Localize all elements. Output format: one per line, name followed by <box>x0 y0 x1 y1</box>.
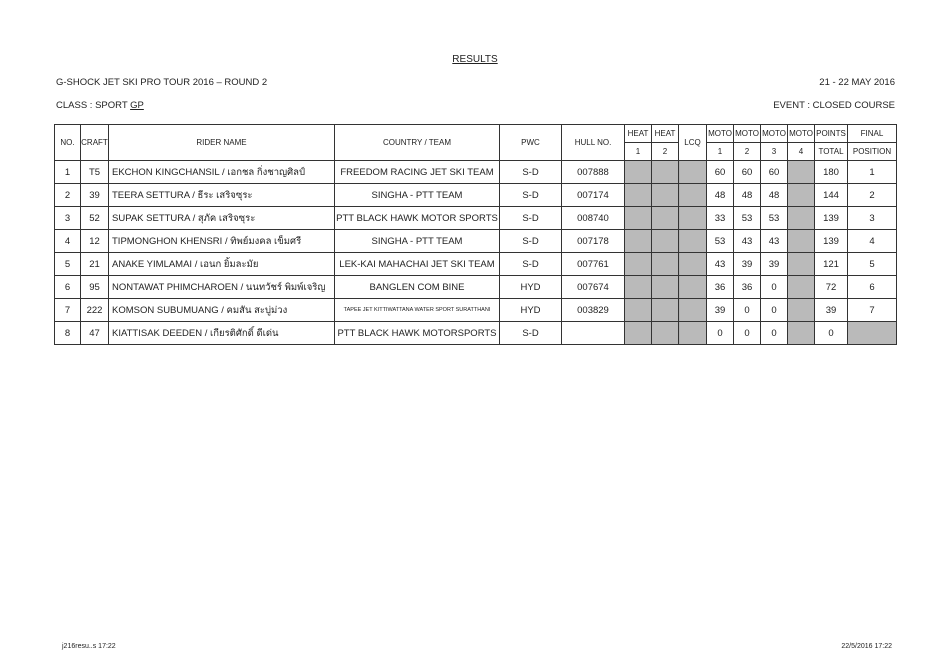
cell-pwc: S-D <box>500 322 562 345</box>
page-title: RESULTS <box>452 54 498 65</box>
cell-heat2 <box>652 253 679 276</box>
cell-heat1 <box>625 253 652 276</box>
cell-points: 180 <box>815 161 848 184</box>
cell-final: 6 <box>848 276 897 299</box>
cell-moto2: 53 <box>734 207 761 230</box>
cell-pwc: S-D <box>500 184 562 207</box>
cell-points: 139 <box>815 207 848 230</box>
cell-lcq <box>679 276 707 299</box>
cell-moto1: 39 <box>707 299 734 322</box>
table-row <box>55 230 897 253</box>
header-moto3-num: 3 <box>761 143 788 161</box>
cell-heat2 <box>652 161 679 184</box>
cell-craft: T5 <box>81 161 109 184</box>
cell-heat1 <box>625 230 652 253</box>
header-moto1-num: 1 <box>707 143 734 161</box>
cell-hull: 008740 <box>562 207 625 230</box>
cell-hull: 007174 <box>562 184 625 207</box>
cell-team: TAPEE JET KITTIWATTANA WATER SPORT SURATTHANI <box>335 299 500 322</box>
class-label <box>56 100 144 111</box>
cell-rider: EKCHON KINGCHANSIL / เอกชล กิ่งชาญศิลป์ <box>109 161 335 184</box>
cell-hull: 007674 <box>562 276 625 299</box>
header-moto3: MOTO <box>761 125 788 143</box>
cell-hull: 007761 <box>562 253 625 276</box>
cell-heat1 <box>625 322 652 345</box>
cell-no: 4 <box>55 230 81 253</box>
cell-hull <box>562 322 625 345</box>
cell-no: 6 <box>55 276 81 299</box>
header-rider: RIDER NAME <box>109 125 335 161</box>
footer-date-stamp: 22/5/2016 17:22 <box>841 643 892 650</box>
cell-team: PTT BLACK HAWK MOTOR SPORTS <box>335 207 500 230</box>
table-row <box>55 276 897 299</box>
header-points: POINTS <box>815 125 848 143</box>
cell-craft: 39 <box>81 184 109 207</box>
cell-moto4 <box>788 276 815 299</box>
cell-lcq <box>679 322 707 345</box>
cell-moto4 <box>788 299 815 322</box>
cell-moto2: 0 <box>734 299 761 322</box>
class-prefix: CLASS : SPORT <box>56 100 131 111</box>
cell-moto3: 0 <box>761 299 788 322</box>
cell-pwc: HYD <box>500 299 562 322</box>
cell-rider: TEERA SETTURA / ธีระ เสริจซุระ <box>109 184 335 207</box>
event-type: EVENT : CLOSED COURSE <box>773 100 895 111</box>
header-moto4-num: 4 <box>788 143 815 161</box>
cell-points: 144 <box>815 184 848 207</box>
cell-team: LEK-KAI MAHACHAI JET SKI TEAM <box>335 253 500 276</box>
cell-moto1: 36 <box>707 276 734 299</box>
cell-no: 5 <box>55 253 81 276</box>
header-heat2-num: 2 <box>652 143 679 161</box>
header-moto2-num: 2 <box>734 143 761 161</box>
cell-moto1: 53 <box>707 230 734 253</box>
header-moto2: MOTO <box>734 125 761 143</box>
cell-moto2: 60 <box>734 161 761 184</box>
cell-moto2: 39 <box>734 253 761 276</box>
header-team: COUNTRY / TEAM <box>335 125 500 161</box>
header-pwc: PWC <box>500 125 562 161</box>
cell-craft: 95 <box>81 276 109 299</box>
cell-no: 3 <box>55 207 81 230</box>
cell-moto3: 53 <box>761 207 788 230</box>
cell-moto2: 43 <box>734 230 761 253</box>
cell-moto4 <box>788 184 815 207</box>
cell-final: 2 <box>848 184 897 207</box>
cell-heat1 <box>625 161 652 184</box>
cell-moto3: 39 <box>761 253 788 276</box>
cell-heat2 <box>652 184 679 207</box>
cell-moto2: 0 <box>734 322 761 345</box>
cell-moto3: 0 <box>761 322 788 345</box>
class-value: GP <box>130 100 144 111</box>
cell-team: SINGHA - PTT TEAM <box>335 230 500 253</box>
cell-moto1: 60 <box>707 161 734 184</box>
cell-rider: KIATTISAK DEEDEN / เกียรติศักดิ์ ดีเด่น <box>109 322 335 345</box>
cell-pwc: HYD <box>500 276 562 299</box>
cell-moto4 <box>788 207 815 230</box>
cell-team: PTT BLACK HAWK MOTORSPORTS <box>335 322 500 345</box>
cell-lcq <box>679 253 707 276</box>
cell-pwc: S-D <box>500 161 562 184</box>
cell-final: 7 <box>848 299 897 322</box>
cell-rider: TIPMONGHON KHENSRI / ทิพย์มงคล เข็มศรี <box>109 230 335 253</box>
cell-final <box>848 322 897 345</box>
cell-pwc: S-D <box>500 207 562 230</box>
cell-craft: 12 <box>81 230 109 253</box>
cell-team: FREEDOM RACING JET SKI TEAM <box>335 161 500 184</box>
cell-points: 0 <box>815 322 848 345</box>
header-craft: CRAFT <box>81 125 109 161</box>
cell-final: 1 <box>848 161 897 184</box>
cell-points: 72 <box>815 276 848 299</box>
table-row <box>55 253 897 276</box>
cell-heat2 <box>652 230 679 253</box>
header-lcq: LCQ <box>679 125 707 161</box>
header-heat2: HEAT <box>652 125 679 143</box>
table-row <box>55 184 897 207</box>
cell-craft: 47 <box>81 322 109 345</box>
cell-moto3: 48 <box>761 184 788 207</box>
header-points-total: TOTAL <box>815 143 848 161</box>
cell-team: SINGHA - PTT TEAM <box>335 184 500 207</box>
cell-hull: 007178 <box>562 230 625 253</box>
cell-lcq <box>679 230 707 253</box>
cell-heat2 <box>652 276 679 299</box>
cell-craft: 52 <box>81 207 109 230</box>
cell-rider: NONTAWAT PHIMCHAROEN / นนทวัชร์ พิมพ์เจริญ <box>109 276 335 299</box>
cell-moto1: 48 <box>707 184 734 207</box>
cell-lcq <box>679 207 707 230</box>
cell-points: 121 <box>815 253 848 276</box>
table-row <box>55 207 897 230</box>
cell-moto4 <box>788 322 815 345</box>
cell-hull: 003829 <box>562 299 625 322</box>
cell-heat2 <box>652 207 679 230</box>
cell-moto4 <box>788 253 815 276</box>
cell-craft: 21 <box>81 253 109 276</box>
header-heat1: HEAT <box>625 125 652 143</box>
cell-craft: 222 <box>81 299 109 322</box>
table-row <box>55 322 897 345</box>
cell-moto3: 60 <box>761 161 788 184</box>
cell-rider: SUPAK SETTURA / สุภัค เสริจซุระ <box>109 207 335 230</box>
cell-lcq <box>679 184 707 207</box>
cell-moto3: 0 <box>761 276 788 299</box>
cell-points: 139 <box>815 230 848 253</box>
cell-no: 7 <box>55 299 81 322</box>
cell-heat1 <box>625 184 652 207</box>
cell-hull: 007888 <box>562 161 625 184</box>
cell-rider: ANAKE YIMLAMAI / เอนก ยิ้มละมัย <box>109 253 335 276</box>
event-date: 21 - 22 MAY 2016 <box>819 77 895 88</box>
cell-heat1 <box>625 299 652 322</box>
table-row <box>55 299 897 322</box>
cell-team: BANGLEN COM BINE <box>335 276 500 299</box>
cell-moto1: 0 <box>707 322 734 345</box>
header-final-position: POSITION <box>848 143 897 161</box>
header-no: NO. <box>55 125 81 161</box>
event-name: G-SHOCK JET SKI PRO TOUR 2016 – ROUND 2 <box>56 77 268 88</box>
cell-lcq <box>679 161 707 184</box>
header-moto4: MOTO <box>788 125 815 143</box>
cell-no: 1 <box>55 161 81 184</box>
header-moto1: MOTO <box>707 125 734 143</box>
cell-no: 2 <box>55 184 81 207</box>
cell-heat2 <box>652 299 679 322</box>
cell-pwc: S-D <box>500 230 562 253</box>
cell-moto2: 36 <box>734 276 761 299</box>
cell-pwc: S-D <box>500 253 562 276</box>
results-table <box>54 124 897 345</box>
cell-moto4 <box>788 161 815 184</box>
cell-heat2 <box>652 322 679 345</box>
cell-lcq <box>679 299 707 322</box>
cell-moto1: 43 <box>707 253 734 276</box>
cell-final: 3 <box>848 207 897 230</box>
header-final: FINAL <box>848 125 897 143</box>
footer-file-stamp: j216resu..s 17:22 <box>62 643 116 650</box>
cell-points: 39 <box>815 299 848 322</box>
cell-rider: KOMSON SUBUMUANG / คมสัน สะบู่ม่วง <box>109 299 335 322</box>
header-row <box>55 125 897 143</box>
cell-moto1: 33 <box>707 207 734 230</box>
cell-heat1 <box>625 276 652 299</box>
cell-moto3: 43 <box>761 230 788 253</box>
cell-heat1 <box>625 207 652 230</box>
cell-moto4 <box>788 230 815 253</box>
table-row <box>55 161 897 184</box>
header-hull: HULL NO. <box>562 125 625 161</box>
cell-final: 5 <box>848 253 897 276</box>
header-heat1-num: 1 <box>625 143 652 161</box>
cell-moto2: 48 <box>734 184 761 207</box>
cell-no: 8 <box>55 322 81 345</box>
cell-final: 4 <box>848 230 897 253</box>
